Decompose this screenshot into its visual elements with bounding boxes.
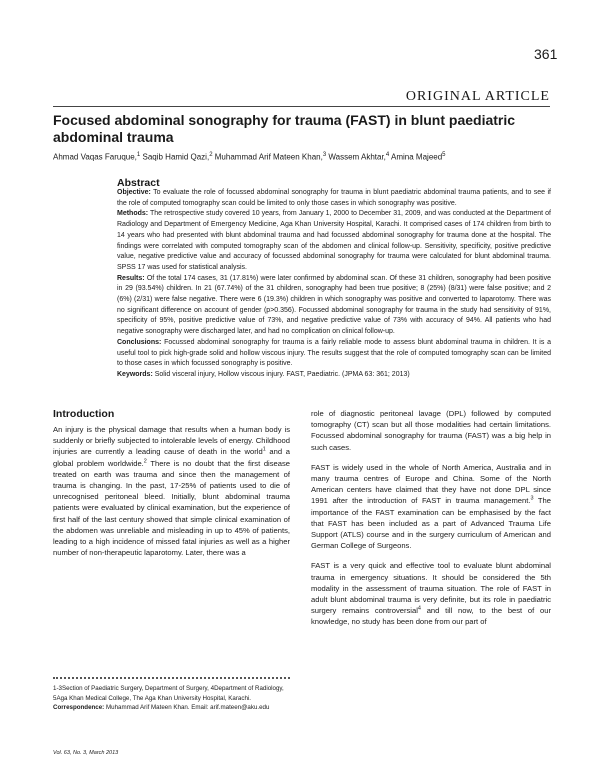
body-paragraph [311,560,551,627]
affiliations [53,684,290,713]
body-column-left [53,408,290,558]
objective-label: Objective: [117,189,151,196]
abstract-body [117,188,551,381]
methods-label: Methods: [117,210,149,218]
author-list [53,150,553,163]
introduction-heading: Introduction [53,408,115,420]
conclusions-text: Focussed abdominal sonography for trauma is a fairly reliable mode to assess blunt abdominal trauma in children. It is a useful tool to pick high-grade solid and hollow viscous injury. The results suggest that the role of computed tomography scan can be limited to those cases in which focussed sonography is positive. [117,338,552,368]
page-number: 361 [534,46,558,62]
objective-text: To evaluate the role of focussed abdominal sonography for trauma in blunt paediatric abdominal trauma patients, and to see if the role of computed tomography scan could be limited to only those cases in which sonography was positive. [117,189,551,207]
abstract-methods [117,209,551,273]
abstract-keywords [117,370,551,381]
author-name: Muhammad Arif Mateen Khan, [214,152,323,162]
footnote-divider [53,677,290,679]
body-column-right [311,408,551,637]
text-run: and a global problem worldwide. [53,447,290,468]
citation-ref: 2 [143,458,147,465]
abstract-conclusions [117,338,551,370]
author-name: Ahmad Vaqas Faruque, [53,152,137,162]
text-run: FAST is a very quick and effective tool to evaluate blunt abdominal trauma in emergency situations. It should be considered the 5th modality in the assessment of trauma situation. The role of FAST in adult blunt abdominal trauma is very definite, but its role in paediatric surgery remains controversial [311,561,551,616]
text-run: The importance of the FAST examination can be emphasised by the fact that FAST has been included as a part of Advanced Trauma Life Support (ATLS) course and in the surgery curriculum of American and German College of Surgeons. [311,496,551,551]
abstract-objective [117,188,551,209]
body-paragraph [311,462,551,552]
author-name: Saqib Hamid Qazi, [142,152,210,162]
keywords-text: Solid visceral injury, Hollow viscous injury. FAST, Paediatric. (JPMA 63: 361; 2013) [154,370,410,378]
text-run: An injury is the physical damage that results when a human body is suddenly or briefly subjected to intolerable levels of energy. Childhood injuries are currently a leading cause of death in the world [53,425,290,457]
author-sup: 5 [442,152,446,158]
body-paragraph: role of diagnostic peritoneal lavage (DPL) followed by computed tomography (CT) scan but all those modalities had certain limitations. Focussed abdominal sonography for trauma (FAST) was a big help in such cases. [311,409,551,452]
section-label: ORIGINAL ARTICLE [405,89,550,104]
conclusions-label: Conclusions: [117,338,162,346]
author-name: Amina Majeed [391,152,443,162]
body-paragraph [53,424,290,558]
results-text: Of the total 174 cases, 31 (17.81%) were later confirmed by abdominal scan. Of these 31 children, sonography had been positive in 29 (93.54%) children. In 21 (67.74%) of the 31 children, sonography had been true positive; 8 (25%) (8/31) were false positive; and 2 (6%) (2/31) were false negative. There were 6 (19.3%) children in which sonography was positive and converted to laparotomy. There was no significant difference on account of gender (p>0.356). Focussed abdominal sonography for trauma in the study had sensitivity of 91%, specificity of 95%, positive predictive value of 73%, and negative predictive value of 73% with accuracy of 94%. All patients who had negative sonography were discharged later, and had no complication on clinical follow-up. [117,274,552,336]
author-sup: 4 [385,152,390,158]
results-label: Results: [117,274,145,282]
abstract-heading: Abstract [117,177,160,189]
header-rule [53,106,550,107]
article-title: Focused abdominal sonography for trauma (FAST) in blunt paediatric abdominal trauma [53,112,516,145]
citation-ref: 4 [417,605,421,612]
correspondence-label: Correspondence: [53,704,105,712]
author-sup: 3 [322,152,327,158]
author-name: Wassem Akhtar, [328,152,386,162]
citation-ref: 1 [262,446,266,453]
text-run: FAST is widely used in the whole of North America, Australia and in many trauma centres of Europe and China. Some of the North American centers have claimed that they have not done DPL since 1991 after the introduction of FAST in trauma management. [311,462,551,506]
keywords-label: Keywords: [117,370,153,378]
text-run: There is no doubt that the first disease treated on earth was trauma and since then the management of trauma is changing. In the past, 17-25% of patients used to die of unrecognised peritoneal bleed. Initially, blunt abdominal trauma patients were evaluated by clinical examination, but the experience of first half of the last century showed that simple clinical examination of the abdomen was unreliable and misleading in up to 45% of patients, leading to a high incidence of missed fatal injuries as well as a higher number of non-therapeutic laparotomy. Later, there was a [53,458,290,558]
journal-citation: Vol. 63, No. 3, March 2013 [53,750,119,756]
affiliation-text: 1-3Section of Paediatric Surgery, Department of Surgery, 4Department of Radiology, 5Aga Khan Medical College, The Aga Khan University Hospital, Karachi. [53,685,284,702]
text-run: and till now, to the best of our knowledge, no study has been done from our part of [311,606,551,627]
correspondence [53,703,290,713]
citation-ref: 3 [530,495,534,502]
author-sup: 1 [136,152,141,158]
author-sup: 2 [209,152,213,158]
methods-text: The retrospective study covered 10 years, from January 1, 2000 to December 31, 2009, and was conducted at the Department of Radiology and Department of Emergency Medicine, Aga Khan University Hospital, Karachi. It comprised cases of 174 children from birth to 14 years who had presented with blunt abdominal trauma and had focussed abdominal sonography for trauma done at the hospital. The findings were correlated with computed tomography scan of the abdomen and clinical follow-up. Sensitivity, specificity, positive predictive value, negative predictive value and accuracy of focussed abdominal sonography for trauma were calculated for blunt abdominal trauma. SPSS 17 was used for statistical analysis. [117,210,551,271]
correspondence-text: Muhammad Arif Mateen Khan. Email: arif.mateen@aku.edu [105,704,270,712]
abstract-results [117,274,551,338]
